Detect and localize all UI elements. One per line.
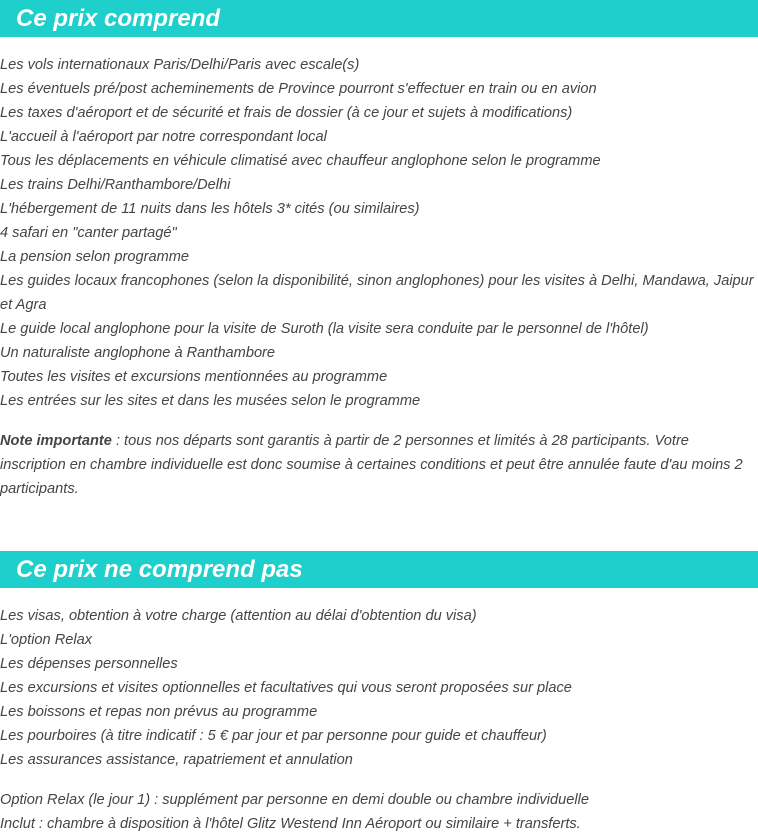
important-note	[0, 429, 758, 501]
list-item: Les guides locaux francophones (selon la disponibilité, sinon anglophones) pour les visites à Delhi, Mandawa, Jaipur et Agra	[0, 273, 754, 313]
excluded-header	[0, 551, 758, 588]
list-item: 4 safari en "canter partagé"	[0, 225, 177, 241]
relax-option-line: Option Relax (le jour 1) : supplément par personne en demi double ou chambre individuelle	[0, 792, 589, 808]
list-item: Le guide local anglophone pour la visite de Suroth (la visite sera conduite par le personnel de l'hôtel)	[0, 321, 649, 337]
included-list	[0, 53, 758, 413]
list-item: Les visas, obtention à votre charge (attention au délai d'obtention du visa)	[0, 608, 477, 624]
relax-option-block	[0, 788, 758, 836]
list-item: Les vols internationaux Paris/Delhi/Paris avec escale(s)	[0, 57, 360, 73]
list-item: Les éventuels pré/post acheminements de Province pourront s'effectuer en train ou en avion	[0, 81, 597, 97]
list-item: L'option Relax	[0, 632, 93, 648]
relax-option-includes: Inclut : chambre à disposition à l'hôtel Glitz Westend Inn Aéroport ou similaire + transferts.	[0, 816, 581, 832]
list-item: Les boissons et repas non prévus au programme	[0, 704, 318, 720]
list-item: Un naturaliste anglophone à Ranthambore	[0, 345, 276, 361]
list-item: Tous les déplacements en véhicule climatisé avec chauffeur anglophone selon le programme	[0, 153, 601, 169]
list-item: L'accueil à l'aéroport par notre correspondant local	[0, 129, 327, 145]
list-item: Les dépenses personnelles	[0, 656, 178, 672]
list-item: Les entrées sur les sites et dans les musées selon le programme	[0, 393, 421, 409]
note-label: Note importante	[0, 433, 112, 449]
excluded-list	[0, 604, 758, 772]
list-item: Les excursions et visites optionnelles et facultatives qui vous seront proposées sur place	[0, 680, 572, 696]
list-item: Les taxes d'aéroport et de sécurité et frais de dossier (à ce jour et sujets à modifications)	[0, 105, 573, 121]
list-item: La pension selon programme	[0, 249, 190, 265]
included-header	[0, 0, 758, 37]
list-item: Les trains Delhi/Ranthambore/Delhi	[0, 177, 231, 193]
list-item: Les assurances assistance, rapatriement et annulation	[0, 752, 353, 768]
note-text: : tous nos départs sont garantis à partir de 2 personnes et limités à 28 participants. Votre inscription en chambre individuelle est donc soumise à certaines conditions et peut être annulée faute d'au moins 2 participants.	[0, 433, 743, 497]
excluded-title: Ce prix ne comprend pas	[16, 556, 303, 583]
excluded-section	[0, 551, 758, 836]
included-title: Ce prix comprend	[16, 5, 221, 32]
list-item: Toutes les visites et excursions mentionnées au programme	[0, 369, 388, 385]
list-item: L'hébergement de 11 nuits dans les hôtels 3* cités (ou similaires)	[0, 201, 420, 217]
list-item: Les pourboires (à titre indicatif : 5 € par jour et par personne pour guide et chauffeur)	[0, 728, 547, 744]
